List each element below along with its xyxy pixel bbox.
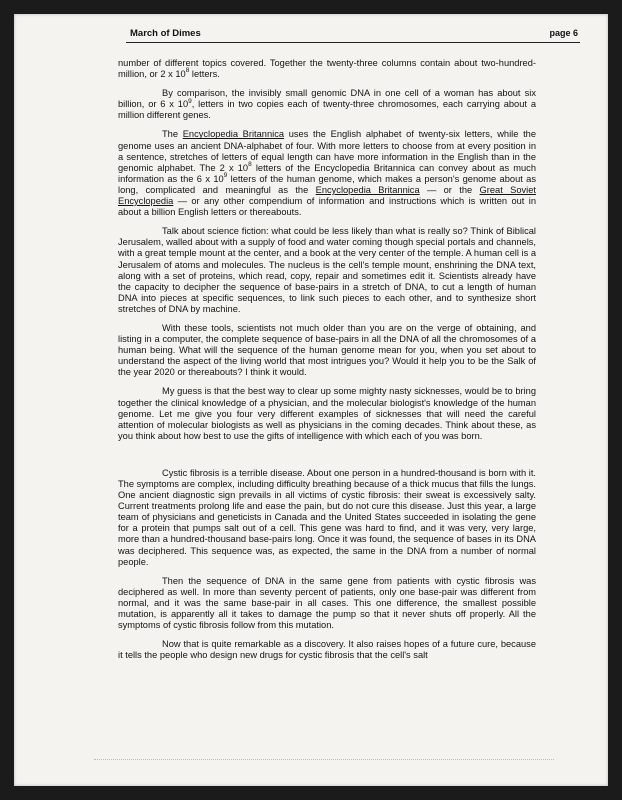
text-run: — or the [419, 184, 480, 195]
text-run: letters. [189, 69, 220, 80]
page-header [126, 26, 580, 43]
underlined-title: Great Soviet Encyclopedia [118, 184, 536, 207]
text-run: letters of the Encyclopedia Britannica can convey about as much information as the 6 x 10 [118, 162, 536, 184]
header-organization: March of Dimes [130, 28, 201, 39]
text-run: Cystic fibrosis is a terrible disease. About one person in a hundred-thousand is born with it. The symptoms are complex, including difficulty breathing because of a thick mucus that fills the lungs. One ancient diagnostic sign prevails in all victims of cystic fibrosis: their sweat is excessively salty. Current treatments prolong life and ease the pain, but do not cure this disease. Just this year, a large team of physicians and geneticists in Canada and the United States succeeded in isolating the gene for a protein that pumps salt out of a cell. This gene was hard to find, and it was very, very large, more than a hundred-thousand base-pairs long. Once it was found, the sequence of bases in its DNA was deciphered. This sequence was, as expected, the same in the DNA from a number of normal people. [118, 467, 536, 567]
page-number: page 6 [549, 28, 578, 38]
document-body [118, 58, 536, 669]
superscript: 8 [248, 161, 252, 169]
text-run: , letters in two copies each of twenty-three chromosomes, each carrying about a million different genes. [118, 99, 536, 121]
text-run: letters of the human genome, which makes a person's genome about as long, complicated and meaningful as the [118, 173, 536, 195]
scan-artifact-line [94, 759, 554, 762]
text-run: Then the sequence of DNA in the same gene from patients with cystic fibrosis was deciphered as well. In more than seventy percent of patients, only one base-pair was different from normal, and it was the same base-pair in all cases. This one difference, the smallest possible mutation, is apparently all it takes to damage the pump so that it never shuts off properly. All the symptoms of cystic fibrosis follow from this mutation. [118, 575, 536, 631]
paragraph [118, 639, 536, 661]
paragraph [118, 58, 536, 80]
text-run: With these tools, scientists not much older than you are on the verge of obtaining, and listing in a computer, the complete sequence of base-pairs in all the DNA of all the chromosomes of a human being. What will the sequence of the human genome mean for you, when you set about to understand the aspect of the living world that most intrigues you? Would it help you to be the Salk of the year 2020 or thereabouts? I think it would. [118, 322, 536, 378]
text-run: uses the English alphabet of twenty-six letters, while the genome uses an ancient DNA-alphabet of four. With more letters to choose from at every position in a sentence, stretches of letters of equal length can have more information in the English than in the genomic alphabet. The 2 x 10 [118, 129, 536, 173]
paragraph [118, 226, 536, 315]
superscript: 8 [185, 67, 190, 75]
underlined-title: Encyclopedia Britannica [182, 129, 285, 140]
superscript: 9 [188, 97, 192, 105]
text-run: Talk about science fiction: what could be less likely than what is really so? Think of Biblical Jerusalem, walled about with a supply of food and water coming though special portals and channels, with a great temple mount at the center, and a book at the very center of the temple. A human cell is a Jerusalem of atoms and molecules. The nucleus is the cell's temple mount, enshrining the DNA text, along with a set of proteins, which read, copy, repair and sometimes edit it. Scientists already have the capacity to decipher the sequence of base-pairs in a stretch of DNA, to cut a length of human DNA into pieces at specific sequences, to link such pieces to each other, and to synthesize short stretches of DNA by machine. [118, 226, 536, 314]
paragraph [118, 129, 536, 218]
paragraph [118, 386, 536, 441]
text-run: — or any other compendium of information and instructions which is written out in about a billion English letters or thereabouts. [118, 196, 536, 218]
document-page [14, 14, 608, 786]
underlined-title: Encyclopedia Britannica [315, 184, 420, 195]
text-run: By comparison, the invisibly small genomic DNA in one cell of a woman has about six billion, or 6 x 10 [118, 88, 536, 110]
paragraph [118, 468, 536, 568]
text-run: My guess is that the best way to clear up some mighty nasty sicknesses, would be to bring together the clinical knowledge of a physician, and the molecular biologist's knowledge of the human genome. Let me give you four very different examples of sicknesses that will need the careful attention of molecular biologists as well as physicians in the coming decades. Think about these, as you think about how best to use the gifts of intelligence with which each of you was born. [118, 386, 536, 441]
text-run: number of different topics covered. Together the twenty-three columns contain about two-hundred-million, or 2 x 10 [118, 58, 536, 80]
superscript: 9 [223, 172, 228, 180]
paragraph [118, 88, 536, 121]
paragraph [118, 323, 536, 378]
paragraph [118, 576, 536, 631]
text-run: The [162, 129, 183, 140]
text-run: Now that is quite remarkable as a discovery. It also raises hopes of a future cure, because it tells the people who design new drugs for cystic fibrosis that the cell's salt [118, 639, 536, 661]
